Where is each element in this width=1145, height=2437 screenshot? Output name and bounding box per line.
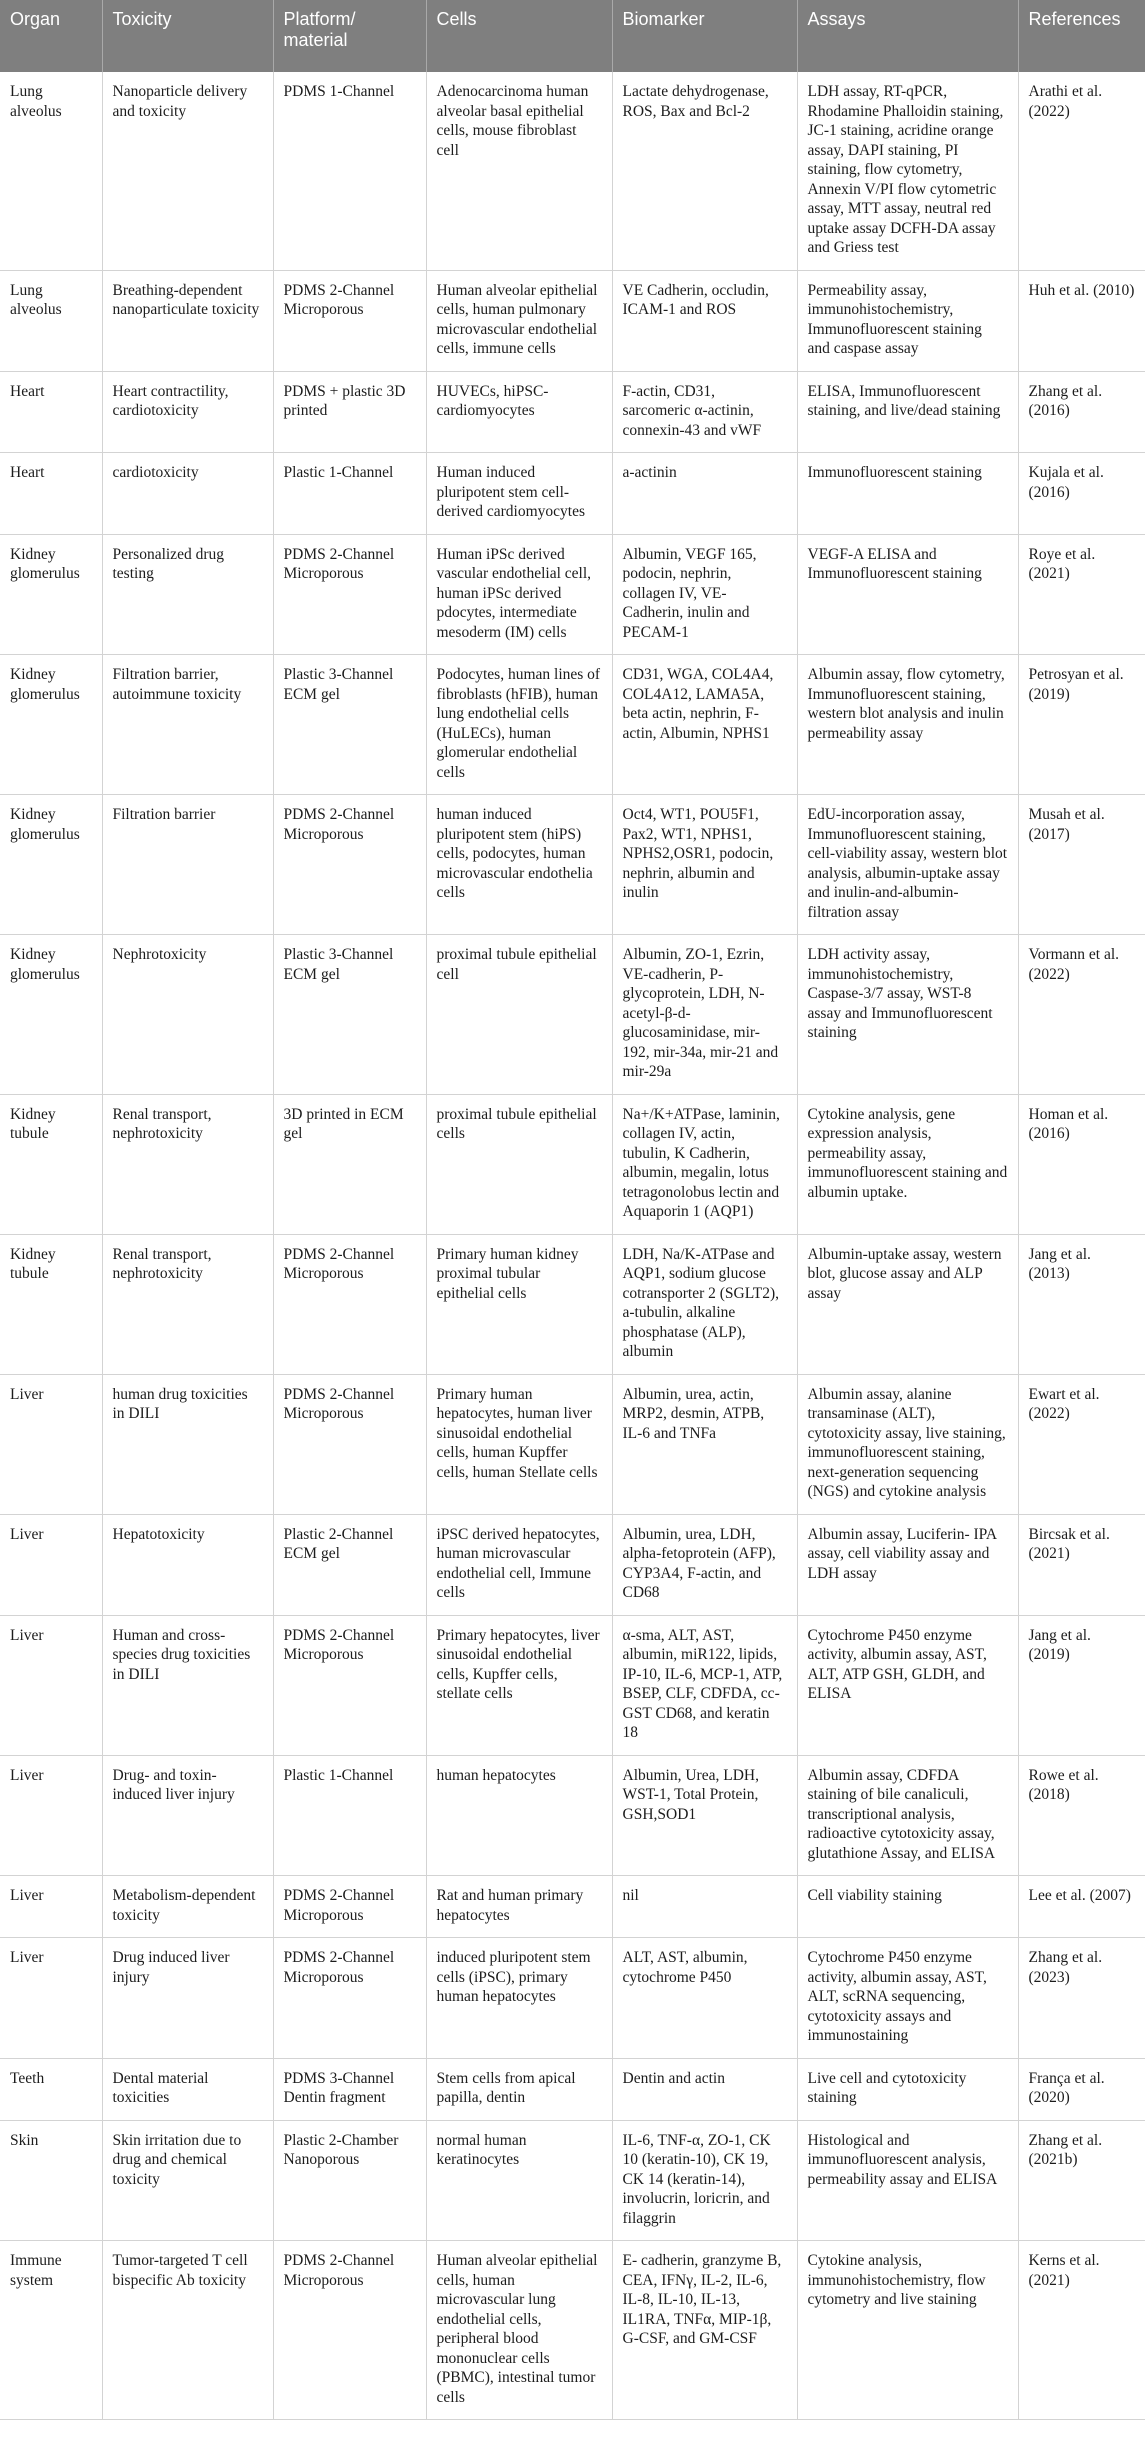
organ-cell: Liver (0, 1755, 102, 1876)
platform-cell: PDMS 3-Channel Dentin fragment (273, 2058, 426, 2120)
toxicity-cell: Metabolism-dependent toxicity (102, 1876, 273, 1938)
biomarker-cell: IL-6, TNF-α, ZO-1, CK 10 (keratin-10), CK 19, CK 14 (keratin-14), involucrin, loricrin, and filaggrin (612, 2120, 797, 2241)
organ-cell: Kidney tubule (0, 1094, 102, 1234)
reference-cell: França et al. (2020) (1018, 2058, 1145, 2120)
toxicity-cell: Human and cross-species drug toxicities in DILI (102, 1615, 273, 1755)
header-platform: Platform/ material (273, 0, 426, 72)
biomarker-cell: CD31, WGA, COL4A4, COL4A12, LAMA5A, beta actin, nephrin, F-actin, Albumin, NPHS1 (612, 655, 797, 795)
cells-cell: Rat and human primary hepatocytes (426, 1876, 612, 1938)
platform-cell: PDMS 2-Channel Microporous (273, 1234, 426, 1374)
biomarker-cell: Dentin and actin (612, 2058, 797, 2120)
cells-cell: Primary hepatocytes, liver sinusoidal endothelial cells, Kupffer cells, stellate cells (426, 1615, 612, 1755)
organ-cell: Kidney glomerulus (0, 935, 102, 1095)
table-row (0, 2120, 1145, 2241)
biomarker-cell: Albumin, Urea, LDH, WST-1, Total Protein, GSH,SOD1 (612, 1755, 797, 1876)
table-row (0, 534, 1145, 655)
cells-cell: Human iPSc derived vascular endothelial cell, human iPSc derived pdocytes, intermediate mesoderm (IM) cells (426, 534, 612, 655)
toxicity-cell: Filtration barrier, autoimmune toxicity (102, 655, 273, 795)
cells-cell: proximal tubule epithelial cell (426, 935, 612, 1095)
assays-cell: EdU-incorporation assay, Immunofluorescent staining, cell-viability assay, western blot analysis, albumin-uptake assay and inulin-and-albumin-filtration assay (797, 795, 1018, 935)
platform-cell: PDMS 2-Channel Microporous (273, 795, 426, 935)
table-body (0, 72, 1145, 2420)
biomarker-cell: VE Cadherin, occludin, ICAM-1 and ROS (612, 270, 797, 371)
reference-cell: Roye et al. (2021) (1018, 534, 1145, 655)
platform-cell: PDMS 2-Channel Microporous (273, 270, 426, 371)
organ-cell: Liver (0, 1938, 102, 2059)
table-row (0, 795, 1145, 935)
toxicity-cell: Breathing-dependent nanoparticulate toxicity (102, 270, 273, 371)
table-row (0, 935, 1145, 1095)
organ-cell: Skin (0, 2120, 102, 2241)
header-organ: Organ (0, 0, 102, 72)
reference-cell: Huh et al. (2010) (1018, 270, 1145, 371)
reference-cell: Zhang et al. (2021b) (1018, 2120, 1145, 2241)
cells-cell: Podocytes, human lines of fibroblasts (hFIB), human lung endothelial cells (HuLECs), human glomerular endothelial cells (426, 655, 612, 795)
reference-cell: Petrosyan et al. (2019) (1018, 655, 1145, 795)
assays-cell: Albumin assay, CDFDA staining of bile canaliculi, transcriptional analysis, radioactive cytotoxicity assay, glutathione Assay, and ELISA (797, 1755, 1018, 1876)
table-row (0, 1938, 1145, 2059)
assays-cell: Cytokine analysis, immunohistochemistry, flow cytometry and live staining (797, 2241, 1018, 2420)
table-row (0, 1234, 1145, 1374)
organ-cell: Kidney glomerulus (0, 655, 102, 795)
toxicity-cell: Drug- and toxin-induced liver injury (102, 1755, 273, 1876)
organ-cell: Lung alveolus (0, 270, 102, 371)
assays-cell: Cell viability staining (797, 1876, 1018, 1938)
toxicity-cell: Dental material toxicities (102, 2058, 273, 2120)
reference-cell: Zhang et al. (2023) (1018, 1938, 1145, 2059)
toxicity-cell: Renal transport, nephrotoxicity (102, 1094, 273, 1234)
biomarker-cell: Na+/K+ATPase, laminin, collagen IV, actin, tubulin, K Cadherin, albumin, megalin, lotus tetragonolobus lectin and Aquaporin 1 (AQP1) (612, 1094, 797, 1234)
header-toxicity: Toxicity (102, 0, 273, 72)
assays-cell: Albumin-uptake assay, western blot, glucose assay and ALP assay (797, 1234, 1018, 1374)
table-row (0, 453, 1145, 535)
toxicity-cell: Heart contractility, cardiotoxicity (102, 371, 273, 453)
biomarker-cell: Albumin, VEGF 165, podocin, nephrin, collagen IV, VE-Cadherin, inulin and PECAM-1 (612, 534, 797, 655)
platform-cell: PDMS 2-Channel Microporous (273, 534, 426, 655)
organ-cell: Liver (0, 1514, 102, 1615)
platform-cell: PDMS 2-Channel Microporous (273, 1615, 426, 1755)
cells-cell: proximal tubule epithelial cells (426, 1094, 612, 1234)
table-row (0, 1876, 1145, 1938)
table-row (0, 1514, 1145, 1615)
assays-cell: Cytochrome P450 enzyme activity, albumin assay, AST, ALT, scRNA sequencing, cytotoxicity assays and immunostaining (797, 1938, 1018, 2059)
reference-cell: Kujala et al. (2016) (1018, 453, 1145, 535)
reference-cell: Homan et al. (2016) (1018, 1094, 1145, 1234)
toxicity-cell: Renal transport, nephrotoxicity (102, 1234, 273, 1374)
biomarker-cell: α-sma, ALT, AST, albumin, miR122, lipids, IP-10, IL-6, MCP-1, ATP, BSEP, CLF, CDFDA, cc-GST CD68, and keratin 18 (612, 1615, 797, 1755)
table-row (0, 655, 1145, 795)
toxicity-cell: Nephrotoxicity (102, 935, 273, 1095)
cells-cell: HUVECs, hiPSC-cardiomyocytes (426, 371, 612, 453)
platform-cell: PDMS 2-Channel Microporous (273, 2241, 426, 2420)
assays-cell: VEGF-A ELISA and Immunofluorescent staining (797, 534, 1018, 655)
reference-cell: Rowe et al. (2018) (1018, 1755, 1145, 1876)
reference-cell: Arathi et al. (2022) (1018, 72, 1145, 270)
cells-cell: Human induced pluripotent stem cell-derived cardiomyocytes (426, 453, 612, 535)
organ-cell: Heart (0, 453, 102, 535)
toxicity-cell: Drug induced liver injury (102, 1938, 273, 2059)
platform-cell: PDMS + plastic 3D printed (273, 371, 426, 453)
table-row (0, 270, 1145, 371)
reference-cell: Lee et al. (2007) (1018, 1876, 1145, 1938)
platform-cell: 3D printed in ECM gel (273, 1094, 426, 1234)
assays-cell: Albumin assay, alanine transaminase (ALT), cytotoxicity assay, live staining, immunofluorescent staining, next-generation sequencing (NGS) and cytokine analysis (797, 1374, 1018, 1514)
reference-cell: Kerns et al. (2021) (1018, 2241, 1145, 2420)
table-row (0, 1615, 1145, 1755)
assays-cell: Cytochrome P450 enzyme activity, albumin assay, AST, ALT, ATP GSH, GLDH, and ELISA (797, 1615, 1018, 1755)
platform-cell: Plastic 3-Channel ECM gel (273, 655, 426, 795)
reference-cell: Musah et al. (2017) (1018, 795, 1145, 935)
toxicity-cell: Nanoparticle delivery and toxicity (102, 72, 273, 270)
cells-cell: Adenocarcinoma human alveolar basal epithelial cells, mouse fibroblast cell (426, 72, 612, 270)
organ-cell: Kidney glomerulus (0, 534, 102, 655)
toxicity-cell: Skin irritation due to drug and chemical toxicity (102, 2120, 273, 2241)
organ-cell: Teeth (0, 2058, 102, 2120)
assays-cell: LDH assay, RT-qPCR, Rhodamine Phalloidin staining, JC-1 staining, acridine orange assay, DAPI staining, PI staining, flow cytometry, Annexin V/PI flow cytometric assay, MTT assay, neutral red uptake assay DCFH-DA assay and Griess test (797, 72, 1018, 270)
biomarker-cell: Albumin, ZO-1, Ezrin, VE-cadherin, P-glycoprotein, LDH, N-acetyl-β-d-glucosaminidase, mir-192, mir-34a, mir-21 and mir-29a (612, 935, 797, 1095)
assays-cell: LDH activity assay, immunohistochemistry, Caspase-3/7 assay, WST-8 assay and Immunofluorescent staining (797, 935, 1018, 1095)
table-row (0, 72, 1145, 270)
biomarker-cell: Albumin, urea, LDH, alpha-fetoprotein (AFP), CYP3A4, F-actin, and CD68 (612, 1514, 797, 1615)
reference-cell: Ewart et al. (2022) (1018, 1374, 1145, 1514)
cells-cell: human hepatocytes (426, 1755, 612, 1876)
biomarker-cell: LDH, Na/K-ATPase and AQP1, sodium glucose cotransporter 2 (SGLT2), a-tubulin, alkaline phosphatase (ALP), albumin (612, 1234, 797, 1374)
table-row (0, 2058, 1145, 2120)
reference-cell: Zhang et al. (2016) (1018, 371, 1145, 453)
platform-cell: PDMS 2-Channel Microporous (273, 1876, 426, 1938)
platform-cell: PDMS 1-Channel (273, 72, 426, 270)
cells-cell: normal human keratinocytes (426, 2120, 612, 2241)
toxicity-cell: human drug toxicities in DILI (102, 1374, 273, 1514)
organ-cell: Lung alveolus (0, 72, 102, 270)
assays-cell: Histological and immunofluorescent analysis, permeability assay and ELISA (797, 2120, 1018, 2241)
biomarker-cell: Oct4, WT1, POU5F1, Pax2, WT1, NPHS1, NPHS2,OSR1, podocin, nephrin, albumin and inulin (612, 795, 797, 935)
assays-cell: Permeability assay, immunohistochemistry, Immunofluorescent staining and caspase assay (797, 270, 1018, 371)
toxicity-cell: Filtration barrier (102, 795, 273, 935)
biomarker-cell: ALT, AST, albumin, cytochrome P450 (612, 1938, 797, 2059)
header-cells: Cells (426, 0, 612, 72)
toxicity-cell: Personalized drug testing (102, 534, 273, 655)
header-assays: Assays (797, 0, 1018, 72)
toxicity-cell: Hepatotoxicity (102, 1514, 273, 1615)
header-references: References (1018, 0, 1145, 72)
organ-cell: Kidney tubule (0, 1234, 102, 1374)
reference-cell: Jang et al. (2019) (1018, 1615, 1145, 1755)
cells-cell: iPSC derived hepatocytes, human microvascular endothelial cell, Immune cells (426, 1514, 612, 1615)
cells-cell: Primary human kidney proximal tubular epithelial cells (426, 1234, 612, 1374)
biomarker-cell: a-actinin (612, 453, 797, 535)
reference-cell: Jang et al. (2013) (1018, 1234, 1145, 1374)
biomarker-cell: Lactate dehydrogenase, ROS, Bax and Bcl-2 (612, 72, 797, 270)
organ-cell: Immune system (0, 2241, 102, 2420)
table-header (0, 0, 1145, 72)
platform-cell: Plastic 3-Channel ECM gel (273, 935, 426, 1095)
cells-cell: Human alveolar epithelial cells, human microvascular lung endothelial cells, peripheral blood mononuclear cells (PBMC), intestinal tumor cells (426, 2241, 612, 2420)
toxicity-cell: Tumor-targeted T cell bispecific Ab toxicity (102, 2241, 273, 2420)
header-biomarker: Biomarker (612, 0, 797, 72)
platform-cell: PDMS 2-Channel Microporous (273, 1374, 426, 1514)
platform-cell: Plastic 1-Channel (273, 453, 426, 535)
organ-cell: Liver (0, 1615, 102, 1755)
biomarker-cell: Albumin, urea, actin, MRP2, desmin, ATPB, IL-6 and TNFa (612, 1374, 797, 1514)
assays-cell: Albumin assay, flow cytometry, Immunofluorescent staining, western blot analysis and inulin permeability assay (797, 655, 1018, 795)
biomarker-cell: nil (612, 1876, 797, 1938)
assays-cell: Cytokine analysis, gene expression analysis, permeability assay, immunofluorescent staining and albumin uptake. (797, 1094, 1018, 1234)
header-row (0, 0, 1145, 72)
cells-cell: Primary human hepatocytes, human liver sinusoidal endothelial cells, human Kupffer cells, human Stellate cells (426, 1374, 612, 1514)
assays-cell: Live cell and cytotoxicity staining (797, 2058, 1018, 2120)
assays-cell: Immunofluorescent staining (797, 453, 1018, 535)
platform-cell: PDMS 2-Channel Microporous (273, 1938, 426, 2059)
assays-cell: Albumin assay, Luciferin- IPA assay, cell viability assay and LDH assay (797, 1514, 1018, 1615)
cells-cell: Stem cells from apical papilla, dentin (426, 2058, 612, 2120)
table-row (0, 1374, 1145, 1514)
organ-cell: Liver (0, 1876, 102, 1938)
platform-cell: Plastic 1-Channel (273, 1755, 426, 1876)
cells-cell: human induced pluripotent stem (hiPS) cells, podocytes, human microvascular endothelia cells (426, 795, 612, 935)
organ-cell: Kidney glomerulus (0, 795, 102, 935)
table-row (0, 1094, 1145, 1234)
organ-cell: Heart (0, 371, 102, 453)
reference-cell: Vormann et al. (2022) (1018, 935, 1145, 1095)
toxicity-cell: cardiotoxicity (102, 453, 273, 535)
platform-cell: Plastic 2-Channel ECM gel (273, 1514, 426, 1615)
reference-cell: Bircsak et al. (2021) (1018, 1514, 1145, 1615)
assays-cell: ELISA, Immunofluorescent staining, and live/dead staining (797, 371, 1018, 453)
cells-cell: induced pluripotent stem cells (iPSC), primary human hepatocytes (426, 1938, 612, 2059)
biomarker-cell: E- cadherin, granzyme B, CEA, IFNγ, IL-2, IL-6, IL-8, IL-10, IL-13, IL1RA, TNFα, MIP-1β, G-CSF, and GM-CSF (612, 2241, 797, 2420)
cells-cell: Human alveolar epithelial cells, human pulmonary microvascular endothelial cells, immune cells (426, 270, 612, 371)
table-row (0, 1755, 1145, 1876)
platform-cell: Plastic 2-Chamber Nanoporous (273, 2120, 426, 2241)
table-row (0, 371, 1145, 453)
organ-cell: Liver (0, 1374, 102, 1514)
table-row (0, 2241, 1145, 2420)
biomarker-cell: F-actin, CD31, sarcomeric α-actinin, connexin-43 and vWF (612, 371, 797, 453)
